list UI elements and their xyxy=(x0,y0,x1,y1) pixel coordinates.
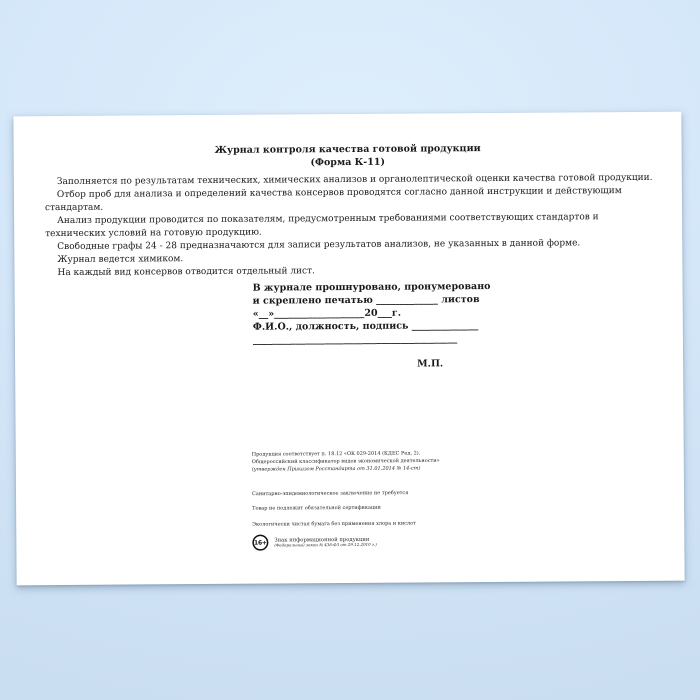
sanitary-note: Санитарно-эпидемиологическое заключение не требуется xyxy=(251,490,409,497)
binding-line-sheets: и скреплено печатью _____________ листов xyxy=(252,294,480,307)
compliance-note xyxy=(252,449,492,473)
info-sign-title: Знак информационной продукции xyxy=(274,536,370,544)
binding-certification-block xyxy=(253,280,492,372)
document-title xyxy=(14,141,682,172)
compliance-line-1: Продукция соответствует п. 18.12 «ОК 029-2014 (КДЕС Ред. 2). xyxy=(251,450,421,458)
binding-line: В журнале прошнуровано, пронумеровано xyxy=(252,281,491,294)
instruction-paragraph: Отбор проб для анализа и определений качества консервов проводятся согласно данной инструкции и действующим стандартам. xyxy=(44,186,622,214)
binding-line-signature: Ф.И.О., должность, подпись ______________ xyxy=(252,320,479,333)
document-page xyxy=(13,112,684,586)
instruction-paragraph: На каждый вид консервов отводится отдельный лист. xyxy=(57,266,315,279)
eco-paper-note: Экологически чистая бумага без применения хлора и кислот xyxy=(252,520,417,528)
binding-line-blank: ___________________________________________ xyxy=(252,333,458,346)
instruction-paragraph: Заполняется по результатам технических, химических анализов и органолептической оценки качества готовой продукции. xyxy=(56,172,653,188)
title-line-2: (Форма К-11) xyxy=(310,156,385,169)
info-sign-text xyxy=(274,536,377,548)
age-restriction-icon: 16+ xyxy=(252,535,268,551)
instruction-paragraph: Анализ продукции проводится по показателям, предусмотренным требованиями соответствующих стандартов и технических условий на готовую продукцию. xyxy=(45,212,599,240)
footer-block xyxy=(252,449,493,551)
info-sign-row xyxy=(252,533,492,551)
compliance-line-3: (утвержден Приказом Росстандарта от 31.01.2014 № 14-ст) xyxy=(251,465,421,473)
info-sign-law: (Федеральный закон № 436-ФЗ от 29.12.2010 г.) xyxy=(274,542,377,548)
instruction-paragraph: Свободные графы 24 - 28 предназначаются для записи результатов анализов, не указанных в данной форме. xyxy=(57,238,581,253)
title-line-1: Журнал контроля качества готовой продукции xyxy=(214,143,481,156)
compliance-line-2: Общероссийский классификатор видов экономической деятельности» xyxy=(251,457,440,465)
instruction-paragraph: Журнал ведется химиком. xyxy=(57,254,184,266)
instructions-block xyxy=(45,172,658,280)
certification-note: Товар не подлежит обязательной сертификации xyxy=(252,504,381,512)
stamp-place-label: М.П. xyxy=(417,358,444,370)
binding-line-date: «__»___________________20___г. xyxy=(252,307,402,320)
